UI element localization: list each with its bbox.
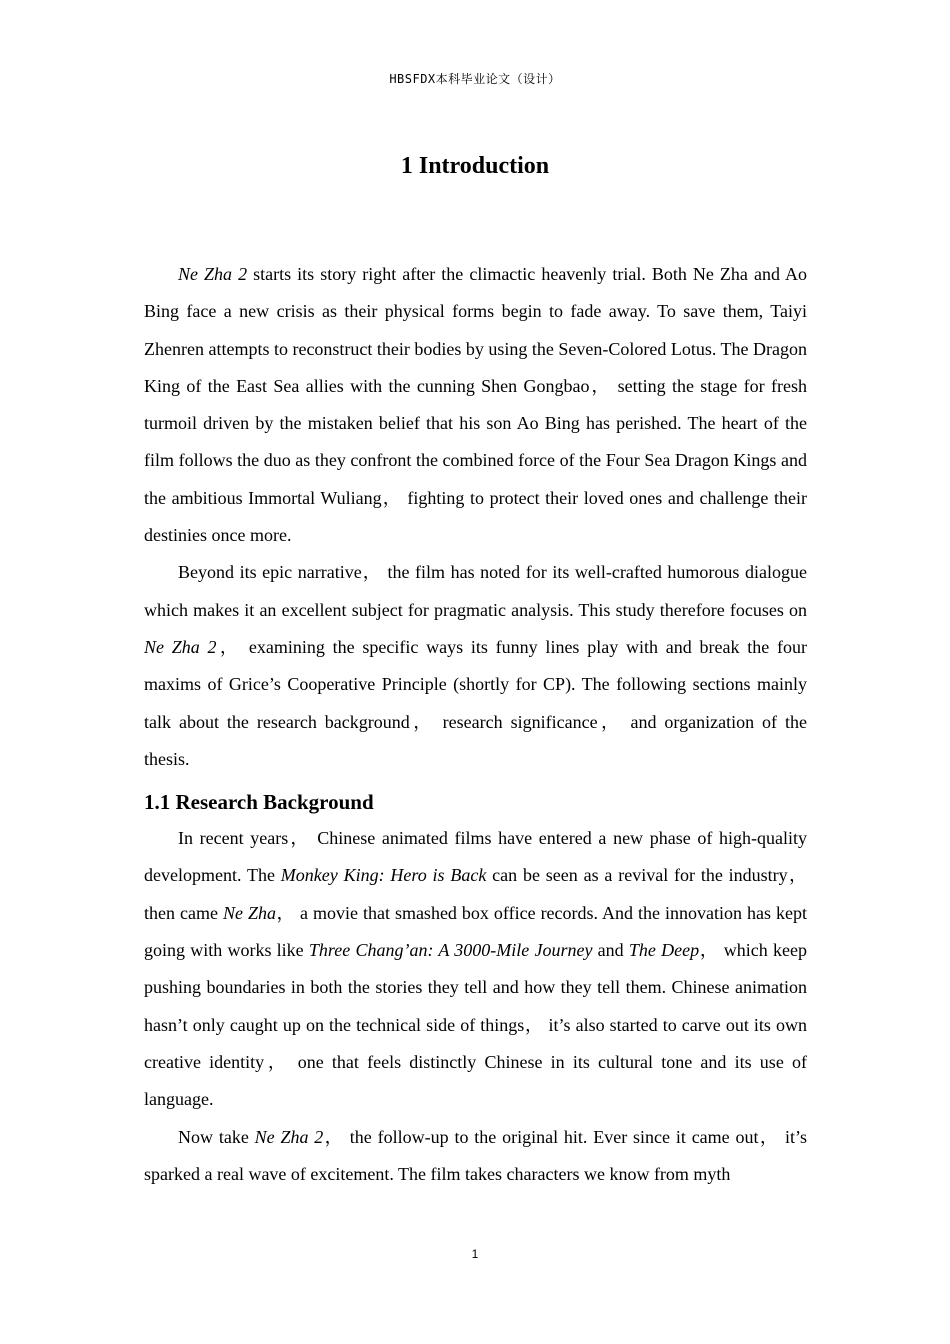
- italic-title: Ne Zha 2: [254, 1126, 324, 1147]
- text-run: ， a movie that smashed box office records. And the innovation has kept going with works like: [144, 902, 807, 961]
- italic-title: Three Chang’an: A 3000-Mile Journey: [308, 940, 593, 961]
- italic-title: Ne Zha: [222, 902, 276, 923]
- text-run: ， examining the specific ways its funny lines play with and break the four maxims of Grice’s Cooperative Principle (shortly for CP). The following sections mainly talk about the research background， research significance， and organization of the thesis.: [144, 636, 807, 769]
- chapter-title: 1 Introduction: [400, 153, 550, 179]
- italic-title: Ne Zha 2: [144, 636, 217, 657]
- italic-title: Monkey King: Hero is Back: [280, 865, 487, 886]
- intro-body: [144, 256, 807, 1193]
- italic-title: Ne Zha 2: [178, 264, 248, 284]
- italic-title: The Deep: [628, 940, 700, 961]
- text-run: ， which keep pushing boundaries in both the stories they tell and how they tell them. Chinese animation hasn’t only caught up on the technical side of things， it’s also started to carve out its own creative identity， one that feels distinctly Chinese in its cultural tone and its use of language.: [144, 940, 807, 1110]
- paragraph: [144, 256, 807, 554]
- text-run: can be seen as a revival for the industry， then came: [144, 865, 807, 923]
- text-run: Beyond its epic narrative， the film has noted for its well-crafted humorous dialogue which makes it an excellent subject for pragmatic analysis. This study therefore focuses on: [144, 562, 807, 620]
- text-run: starts its story right after the climactic heavenly trial. Both Ne Zha and Ao Bing face a new crisis as their physical forms begin to fade away. To save them, Taiyi Zhenren attempts to reconstruct their bodies by using the Seven-Colored Lotus. The Dragon King of the East Sea allies with the cunning Shen Gongbao， setting the stage for fresh turmoil driven by the mistaken belief that his son Ao Bing has perished. The heart of the film follows the duo as they confront the combined force of the Four Sea Dragon Kings and the ambitious Immortal Wuliang， fighting to protect their loved ones and challenge their destinies once more.: [144, 264, 808, 546]
- paragraph: [144, 554, 807, 778]
- page-number: 1: [471, 1247, 479, 1261]
- text-run: Now take: [178, 1126, 255, 1147]
- paragraph: [144, 1119, 807, 1194]
- text-run: ， the follow-up to the original hit. Ever since it came out， it’s sparked a real wave of excitement. The film takes characters we know from myth: [144, 1126, 807, 1184]
- section-heading: 1.1 Research Background: [144, 790, 374, 815]
- paragraph: [144, 820, 807, 1118]
- text-run: and: [592, 940, 629, 961]
- text-run: In recent years， Chinese animated films have entered a new phase of high-quality development. The: [144, 828, 807, 886]
- running-header: HBSFDX本科毕业论文（设计）: [389, 72, 561, 86]
